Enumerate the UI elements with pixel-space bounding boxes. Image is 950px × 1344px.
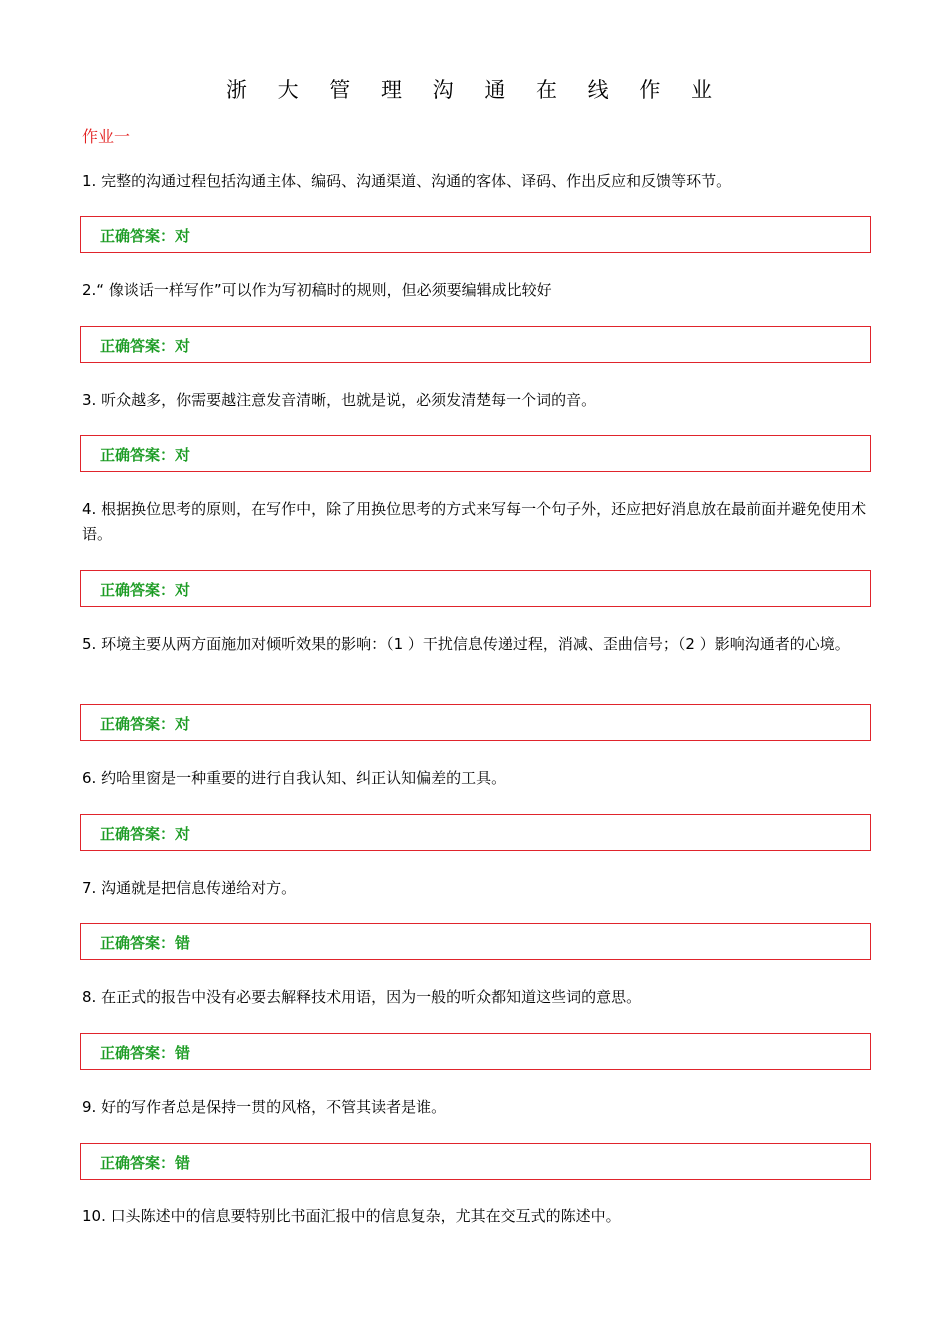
question-4: 4. 根据换位思考的原则，在写作中，除了用换位思考的方式来写每一个句子外，还应把好消息放在最前面并避免使用术语。 [82,500,867,543]
answer-box-2 [80,326,871,363]
answer-box-6 [80,814,871,851]
answer-label-2: 正确答案：对 [100,337,191,355]
answer-label-9: 正确答案：错 [100,1154,191,1172]
answer-box-7 [80,923,871,960]
answer-label-1: 正确答案：对 [100,227,191,245]
question-6: 6. 约哈里窗是一种重要的进行自我认知、纠正认知偏差的工具。 [82,769,507,787]
page-title: 浙 大 管 理 沟 通 在 线 作 业 [225,78,725,102]
answer-label-3: 正确答案：对 [100,446,191,464]
answer-box-3 [80,435,871,472]
answer-box-5 [80,704,871,741]
question-10: 10. 口头陈述中的信息要特别比书面汇报中的信息复杂，尤其在交互式的陈述中。 [82,1207,621,1225]
answer-label-4: 正确答案：对 [100,581,191,599]
answer-box-4 [80,570,871,607]
answer-label-7: 正确答案：错 [100,934,191,952]
answer-box-8 [80,1033,871,1070]
question-2: 2.“ 像谈话一样写作”可以作为写初稿时的规则，但必须要编辑成比较好 [82,281,552,299]
question-9: 9. 好的写作者总是保持一贯的风格，不管其读者是谁。 [82,1098,447,1116]
answer-label-5: 正确答案：对 [100,715,191,733]
question-5: 5. 环境主要从两方面施加对倾听效果的影响：（1 ）干扰信息传递过程，消减、歪曲信号；（2 ）影响沟通者的心境。 [82,635,850,653]
answer-box-9 [80,1143,871,1180]
question-7: 7. 沟通就是把信息传递给对方。 [82,879,297,897]
answer-label-6: 正确答案：对 [100,825,191,843]
answer-label-8: 正确答案：错 [100,1044,191,1062]
question-3: 3. 听众越多，你需要越注意发音清晰，也就是说，必须发清楚每一个词的音。 [82,391,597,409]
question-8: 8. 在正式的报告中没有必要去解释技术用语，因为一般的听众都知道这些词的意思。 [82,988,642,1006]
answer-box-1 [80,216,871,253]
section-heading: 作业一 [82,127,131,146]
question-1: 1. 完整的沟通过程包括沟通主体、编码、沟通渠道、沟通的客体、译码、作出反应和反馈等环节。 [82,172,732,190]
